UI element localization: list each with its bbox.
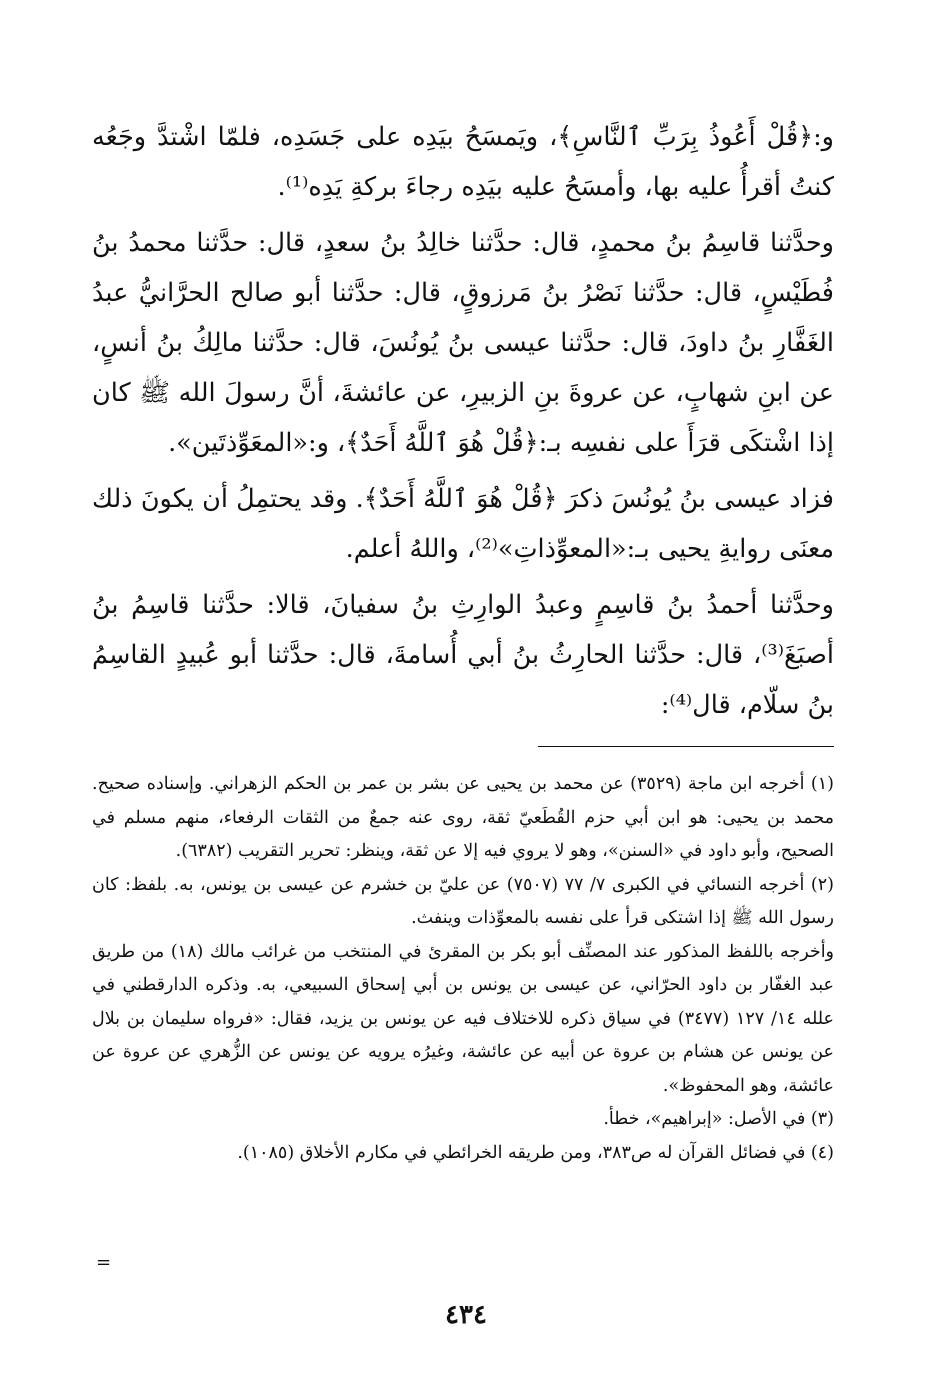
footnotes [92, 768, 834, 1170]
footnote-4: (٤) في فضائل القرآن له ص٣٨٣، ومن طريقه الخرائطي في مكارم الأخلاق (١٠٨٥). [237, 1142, 834, 1163]
footnote-2-continuation: وأخرجه باللفظ المذكور عند المصنِّف أبو بكر بن المقرئ في المنتخب من غرائب مالك (١٨) من طريق عبد الغفّار بن داود الحرّاني، عن عيسى بن يونس بن أبي إسحاق السبيعي، به. وذكره الدارقطني في علله ١٤/ ١٢٧ (٣٤٧٧) في سياق ذكره للاختلاف فيه عن يونس بن يزيد، فقال: «فرواه سليمان بن بلال عن يونس عن هشام بن عروة عن أبيه عن عائشة، وغيرُه يرويه عن يونس عن الزُّهري عن عروة عن عائشة، وهو المحفوظ». [92, 941, 835, 1096]
footnote-3: (٣) في الأصل: «إبراهيم»، خطأ. [603, 1109, 834, 1129]
body-text [92, 112, 834, 730]
footnote-2: (٢) أخرجه النسائي في الكبرى ٧/ ٧٧ (٧٥٠٧) عن عليّ بن خشرم عن عيسى بن يونس، به. بلفظ: كان رسول الله ﷺ إذا اشتكى قرأ على نفسه بالمعوِّذات وينفث. [92, 874, 834, 928]
paragraph-1: و:﴿قُلْ أَعُوذُ بِرَبِّ ٱلنَّاسِ﴾، ويَمسَحُ بيَدِه على جَسَدِه، فلمّا اشْتدَّ وجَعُه كنتُ أقرأُ عليه بها، وأمسَحُ عليه بيَدِه رجاءَ بركةِ يَدِه⁽¹⁾. [92, 122, 834, 202]
continuation-mark: = [96, 1252, 112, 1273]
paragraph-4: وحدَّثنا أحمدُ بنُ قاسِمٍ وعبدُ الوارِثِ بنُ سفيانَ، قالا: حدَّثنا قاسِمُ بنُ أصبَغَ⁽³⁾، قال: حدَّثنا الحارِثُ بنُ أبي أُسامةَ، قال: حدَّثنا أبو عُبيدٍ القاسِمُ بنُ سلّام، قال⁽⁴⁾: [92, 590, 834, 720]
footnote-1: (١) أخرجه ابن ماجة (٣٥٢٩) عن محمد بن يحيى عن بشر بن عمر بن الحكم الزهراني. وإسناده صحيح. محمد بن يحيى: هو ابن أبي حزم القُطَعيّ ثقة، روى عنه جمعٌ من الثقات الرفعاء، منهم مسلم في الصحيح، وأبو داود في «السنن»، وهو لا يروي فيه إلا عن ثقة، وينظر: تحرير التقريب (٦٣٨٢). [92, 774, 834, 861]
page-number: ٤٣٤ [445, 1300, 487, 1330]
footnote-divider [538, 746, 834, 747]
paragraph-3: فزاد عيسى بنُ يُونُسَ ذكرَ ﴿قُلْ هُوَ ٱللَّهُ أَحَدٌ﴾. وقد يحتمِلُ أن يكونَ ذلك معنَى روايةِ يحيى بـ:«المعوِّذاتِ»⁽²⁾، واللهُ أعلم. [92, 484, 834, 564]
main-text [92, 112, 834, 730]
paragraph-2: وحدَّثنا قاسِمُ بنُ محمدٍ، قال: حدَّثنا خالِدُ بنُ سعدٍ، قال: حدَّثنا محمدُ بنُ فُطَيْسٍ، قال: حدَّثنا نَصْرُ بنُ مَرزوقٍ، قال: حدَّثنا أبو صالح الحرَّانيُّ عبدُ الغَفَّارِ بنُ داودَ، قال: حدَّثنا عيسى بنُ يُونُسَ، قال: حدَّثنا مالِكُ بنُ أنسٍ، عن ابنِ شهابٍ، عن عروةَ بنِ الزبيرِ، عن عائشةَ، أنَّ رسولَ الله ﷺ كان إذا اشْتكَى قرَأَ على نفسِه بـ:﴿قُلْ هُوَ ٱللَّهُ أَحَدٌ﴾، و:«المعَوِّذتَين». [92, 228, 834, 458]
